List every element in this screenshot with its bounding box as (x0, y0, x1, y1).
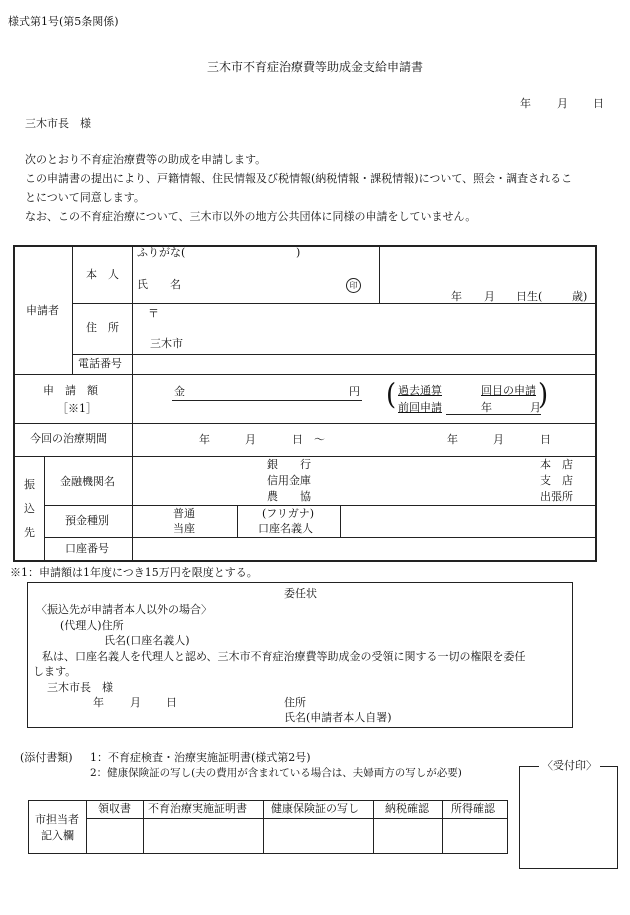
deposit-label: 預金種別 (65, 514, 109, 527)
period-label: 今回の治療期間 (30, 432, 107, 445)
account-number-label: 口座番号 (65, 542, 109, 555)
bank-label: 金融機関名 (60, 475, 115, 488)
proxy-addressee: 三木市長 様 (47, 681, 113, 694)
note-1: ※1：申請額は1年度につき15万円を限度とする。 (10, 566, 258, 579)
postal-mark: 〒 (148, 307, 159, 320)
attachment-2: 2：健康保険証の写し(夫の費用が含まれている場合は、夫婦両方の写しが必要) (90, 767, 462, 779)
form-number: 様式第1号(第5条関係) (8, 15, 119, 28)
proxy-title: 委任状 (284, 587, 317, 600)
proxy-applicant-name: 氏名(申請者本人自署) (284, 711, 392, 724)
person-label: 本 人 (86, 268, 119, 281)
addressee: 三木市長 様 (25, 117, 91, 130)
applicant-label: 申請者 (26, 304, 59, 317)
proxy-condition: 〈振込先が申請者本人以外の場合〉 (36, 603, 212, 616)
reception-stamp-label: 〈受付印〉 (542, 759, 597, 772)
city: 三木市 (150, 337, 183, 350)
name-label: 氏 名 (137, 278, 181, 291)
proxy-applicant-address: 住所 (284, 696, 306, 709)
page-title: 三木市不育症治療費等助成金支給申請書 (207, 60, 424, 74)
attachments-label: (添付書類) (20, 751, 73, 764)
agent-address-label: (代理人)住所 (60, 619, 124, 632)
phone-label: 電話番号 (78, 357, 122, 370)
attachment-1: 1：不育症検査・治療実施証明書(様式第2号) (90, 751, 311, 764)
address-label: 住 所 (86, 321, 119, 334)
agent-name-label: 氏名(口座名義人) (104, 634, 190, 647)
seal-icon: 印 (346, 278, 361, 293)
reception-stamp-box (519, 766, 618, 869)
